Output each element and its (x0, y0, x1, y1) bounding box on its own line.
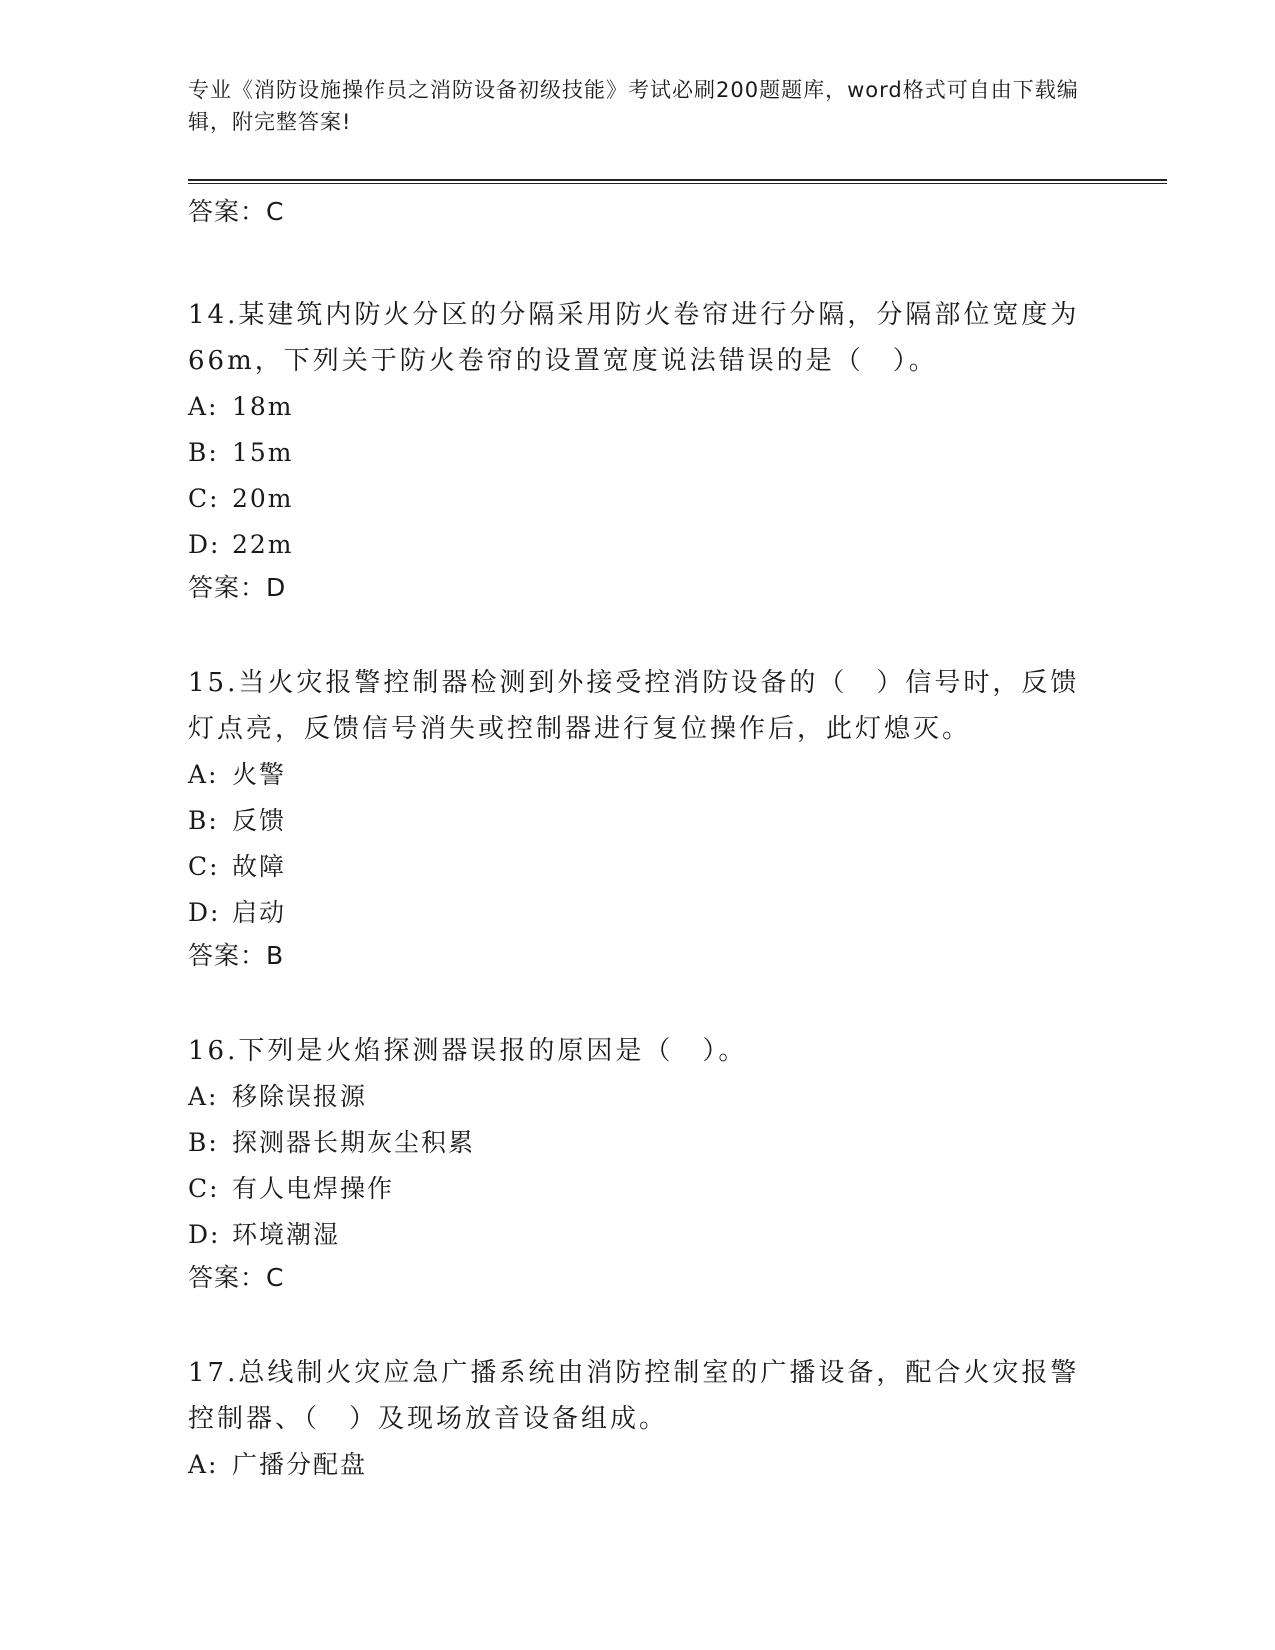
option-label: A: (188, 1450, 219, 1479)
option-b (188, 430, 1088, 476)
option-a (188, 384, 1088, 430)
option-text: 探测器长期灰尘积累 (232, 1128, 476, 1157)
question-number: 14. (188, 300, 239, 330)
option-c (188, 476, 1088, 522)
option-text: 反馈 (232, 806, 287, 835)
question-text (188, 1350, 1088, 1442)
option-text: 故障 (232, 852, 287, 881)
option-d (188, 890, 1088, 936)
question-number: 16. (188, 1036, 239, 1066)
option-a (188, 752, 1088, 798)
option-d (188, 1212, 1088, 1258)
option-text: 15m (232, 438, 294, 467)
option-text: 广播分配盘 (232, 1450, 368, 1479)
option-c (188, 1166, 1088, 1212)
answer: 答案：D (188, 573, 287, 602)
question-17 (188, 1350, 1088, 1488)
option-label: A: (188, 392, 219, 421)
option-text: 火警 (232, 760, 287, 789)
option-label: B: (188, 438, 219, 467)
question-body: 下列是火焰探测器误报的原因是（ ）。 (238, 1036, 748, 1066)
answer: 答案：C (188, 1263, 285, 1292)
previous-answer: 答案：C (188, 197, 285, 226)
option-label: A: (188, 760, 219, 789)
question-15 (188, 660, 1088, 976)
page-header (188, 74, 1088, 138)
question-text (188, 660, 1088, 752)
option-d (188, 522, 1088, 568)
option-a (188, 1074, 1088, 1120)
document-title: 专业《消防设施操作员之消防设备初级技能》考试必刷200题题库，word格式可自由下载编辑，附完整答案! (188, 78, 1079, 134)
question-number: 15. (188, 668, 239, 698)
option-text: 环境潮湿 (232, 1220, 341, 1249)
question-body: 总线制火灾应急广播系统由消防控制室的广播设备，配合火灾报警控制器、（ ）及现场放音设备组成。 (188, 1358, 1080, 1434)
option-text: 20m (232, 484, 294, 513)
option-b (188, 798, 1088, 844)
option-label: B: (188, 1128, 219, 1157)
option-c (188, 844, 1088, 890)
option-text: 启动 (232, 898, 287, 927)
option-b (188, 1120, 1088, 1166)
option-label: D: (188, 530, 221, 559)
option-text: 22m (232, 530, 294, 559)
option-a (188, 1442, 1088, 1488)
question-body: 某建筑内防火分区的分隔采用防火卷帘进行分隔，分隔部位宽度为66m，下列关于防火卷帘的设置宽度说法错误的是（ ）。 (188, 300, 1080, 376)
option-text: 18m (232, 392, 294, 421)
header-divider (188, 179, 1167, 184)
question-number: 17. (188, 1358, 239, 1388)
question-text (188, 292, 1088, 384)
option-label: D: (188, 898, 221, 927)
option-label: C: (188, 852, 220, 881)
option-label: C: (188, 1174, 220, 1203)
option-text: 有人电焊操作 (232, 1174, 395, 1203)
answer: 答案：B (188, 941, 285, 970)
option-label: B: (188, 806, 219, 835)
option-label: C: (188, 484, 220, 513)
option-label: A: (188, 1082, 219, 1111)
question-16 (188, 1028, 1088, 1298)
question-text (188, 1028, 1088, 1074)
question-list (188, 192, 1088, 1540)
option-label: D: (188, 1220, 221, 1249)
option-text: 移除误报源 (232, 1082, 368, 1111)
question-body: 当火灾报警控制器检测到外接受控消防设备的（ ）信号时，反馈灯点亮，反馈信号消失或控制器进行复位操作后，此灯熄灭。 (188, 668, 1080, 744)
question-14 (188, 292, 1088, 608)
